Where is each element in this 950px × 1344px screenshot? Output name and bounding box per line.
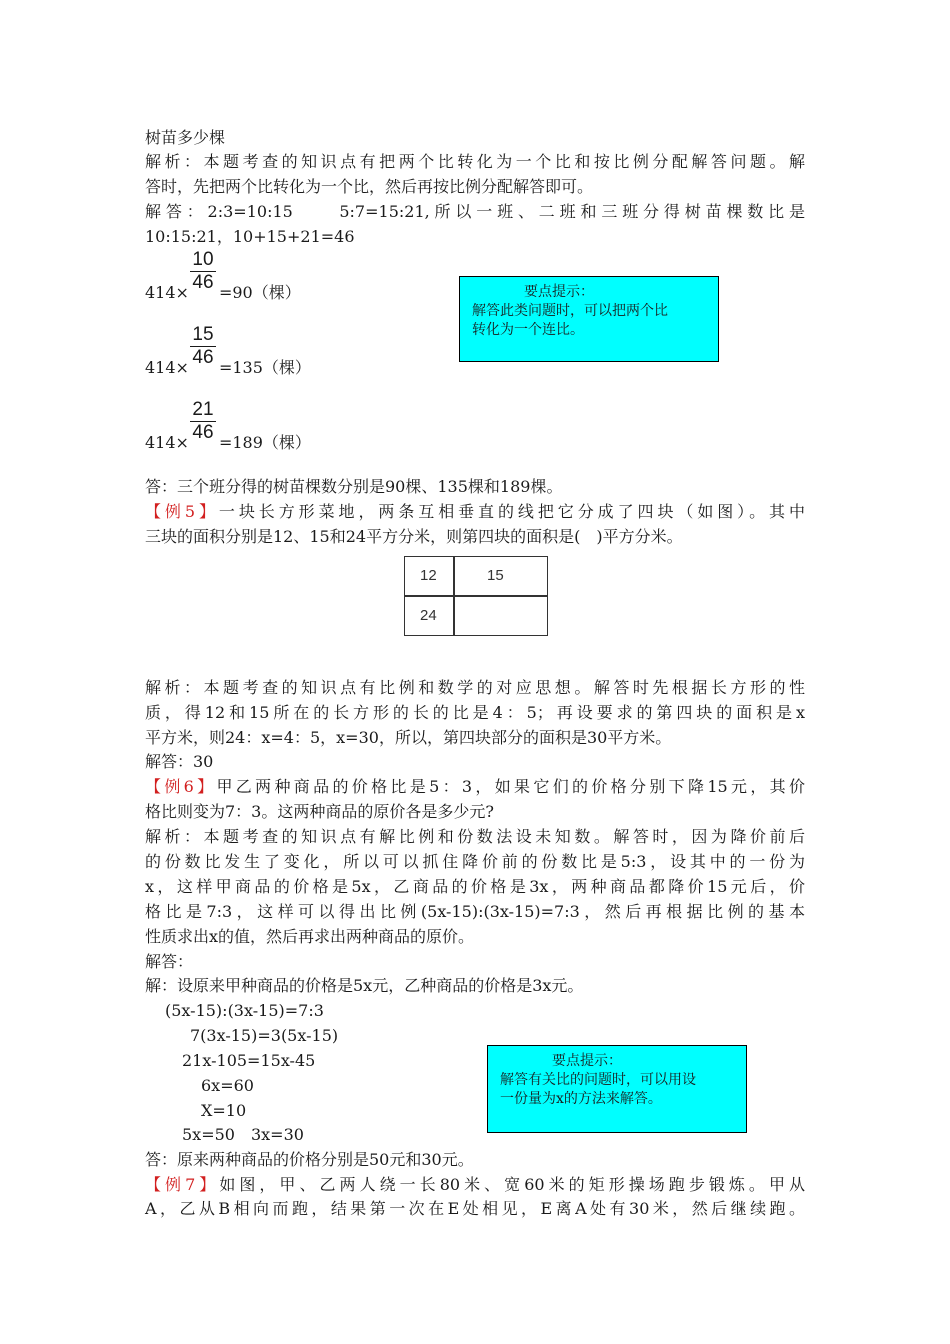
tip-text: 转化为一个连比。 <box>472 322 584 338</box>
text-line: 的份数比发生了变化，所以可以抓住降价前的份数比是5:3，设其中的一份为 <box>145 852 805 871</box>
equation-line: (5x-15):(3x-15)=7:3 <box>165 1001 324 1020</box>
tip-text: 一份量为x的方法来解答。 <box>500 1091 662 1107</box>
calc-result: =189（棵） <box>218 433 311 452</box>
calc-result: =135（棵） <box>218 358 311 377</box>
text-line: 平方米，则24：x=4：5，x=30，所以，第四块部分的面积是30平方米。 <box>145 728 672 747</box>
cell-label: 15 <box>487 567 504 584</box>
equation-line: X=10 <box>201 1101 247 1120</box>
fraction-numerator: 21 <box>190 399 216 422</box>
text-line: 三块的面积分别是12、15和24平方分米，则第四块的面积是( )平方分米。 <box>145 527 683 546</box>
fraction-numerator: 15 <box>190 324 216 347</box>
text-line: 格比是7:3，这样可以得出比例(5x-15):(3x-15)=7:3，然后再根据比例的基本 <box>145 902 805 921</box>
text-line: 解析：本题考查的知识点有比例和数学的对应思想。解答时先根据长方形的性 <box>145 678 805 697</box>
text-line: 解析：本题考查的知识点有把两个比转化为一个比和按比例分配解答问题。解 <box>145 152 805 171</box>
example-tag: 【例6】 <box>145 777 217 796</box>
text-line: 树苗多少棵 <box>145 128 226 147</box>
example-line: 【例6】甲乙两种商品的价格比是5：3，如果它们的价格分别下降15元，其价 <box>145 777 805 796</box>
cell-label: 12 <box>420 567 437 584</box>
tip-box <box>487 1045 747 1133</box>
text-line: 答时，先把两个比转化为一个比，然后再按比例分配解答即可。 <box>145 177 594 196</box>
text-line: 10:15:21，10+15+21=46 <box>145 227 355 246</box>
example-line: 【例7】如图，甲、乙两人绕一长80米、宽60米的矩形操场跑步锻炼。甲从 <box>145 1175 805 1194</box>
fraction-numerator: 10 <box>190 249 216 272</box>
fraction-denominator: 46 <box>192 272 214 293</box>
text-line: 解：设原来甲种商品的价格是5x元，乙种商品的价格是3x元。 <box>145 976 584 995</box>
tip-text: 解答此类问题时，可以把两个比 <box>472 303 668 319</box>
tip-title: 要点提示： <box>552 1053 622 1069</box>
equation-line: 5x=50 3x=30 <box>182 1125 304 1144</box>
tip-text: 解答有关比的问题时，可以用设 <box>500 1072 696 1088</box>
answer-line: 答：原来两种商品的价格分别是50元和30元。 <box>145 1150 474 1169</box>
calc-prefix: 414× <box>145 358 189 377</box>
text-line: 解答：2:3=10:15 5:7=15:21,所以一班、二班和三班分得树苗棵数比是 <box>145 202 805 221</box>
fraction-denominator: 46 <box>192 422 214 443</box>
answer-line: 答：三个班分得的树苗棵数分别是90棵、135棵和189棵。 <box>145 477 563 496</box>
equation-line: 6x=60 <box>201 1076 254 1095</box>
calc-line <box>145 430 311 453</box>
text-line: x，这样甲商品的价格是5x，乙商品的价格是3x，两种商品都降价15元后，价 <box>145 877 805 896</box>
calc-prefix: 414× <box>145 283 189 302</box>
calc-line <box>145 355 311 378</box>
example-tag: 【例7】 <box>145 1175 220 1194</box>
calc-line <box>145 280 301 303</box>
calc-prefix: 414× <box>145 433 189 452</box>
text-line: 解答：30 <box>145 752 214 771</box>
equation-line: 7(3x-15)=3(5x-15) <box>190 1026 339 1045</box>
tip-title: 要点提示： <box>524 284 594 300</box>
text-line: 质，得12和15所在的长方形的长的比是4：5；再设要求的第四块的面积是x <box>145 703 805 722</box>
text-line: 解答： <box>145 952 194 971</box>
text-line: 解析：本题考查的知识点有解比例和份数法设未知数。解答时，因为降价前后 <box>145 827 805 846</box>
example-tag: 【例5】 <box>145 502 219 521</box>
text-line: 性质求出x的值，然后再求出两种商品的原价。 <box>145 927 475 946</box>
rectangle-diagram <box>404 556 548 636</box>
equation-line: 21x-105=15x-45 <box>182 1051 316 1070</box>
text-line: A，乙从B相向而跑，结果第一次在E处相见，E离A处有30米，然后继续跑。 <box>145 1199 805 1218</box>
example-line: 【例5】一块长方形菜地，两条互相垂直的线把它分成了四块（如图）。其中 <box>145 502 805 521</box>
cell-label: 24 <box>420 607 437 624</box>
tip-box <box>459 276 719 362</box>
text-line: 格比则变为7：3。这两种商品的原价各是多少元? <box>145 802 494 821</box>
calc-result: =90（棵） <box>218 283 301 302</box>
fraction-denominator: 46 <box>192 347 214 368</box>
divider-line <box>405 595 547 597</box>
